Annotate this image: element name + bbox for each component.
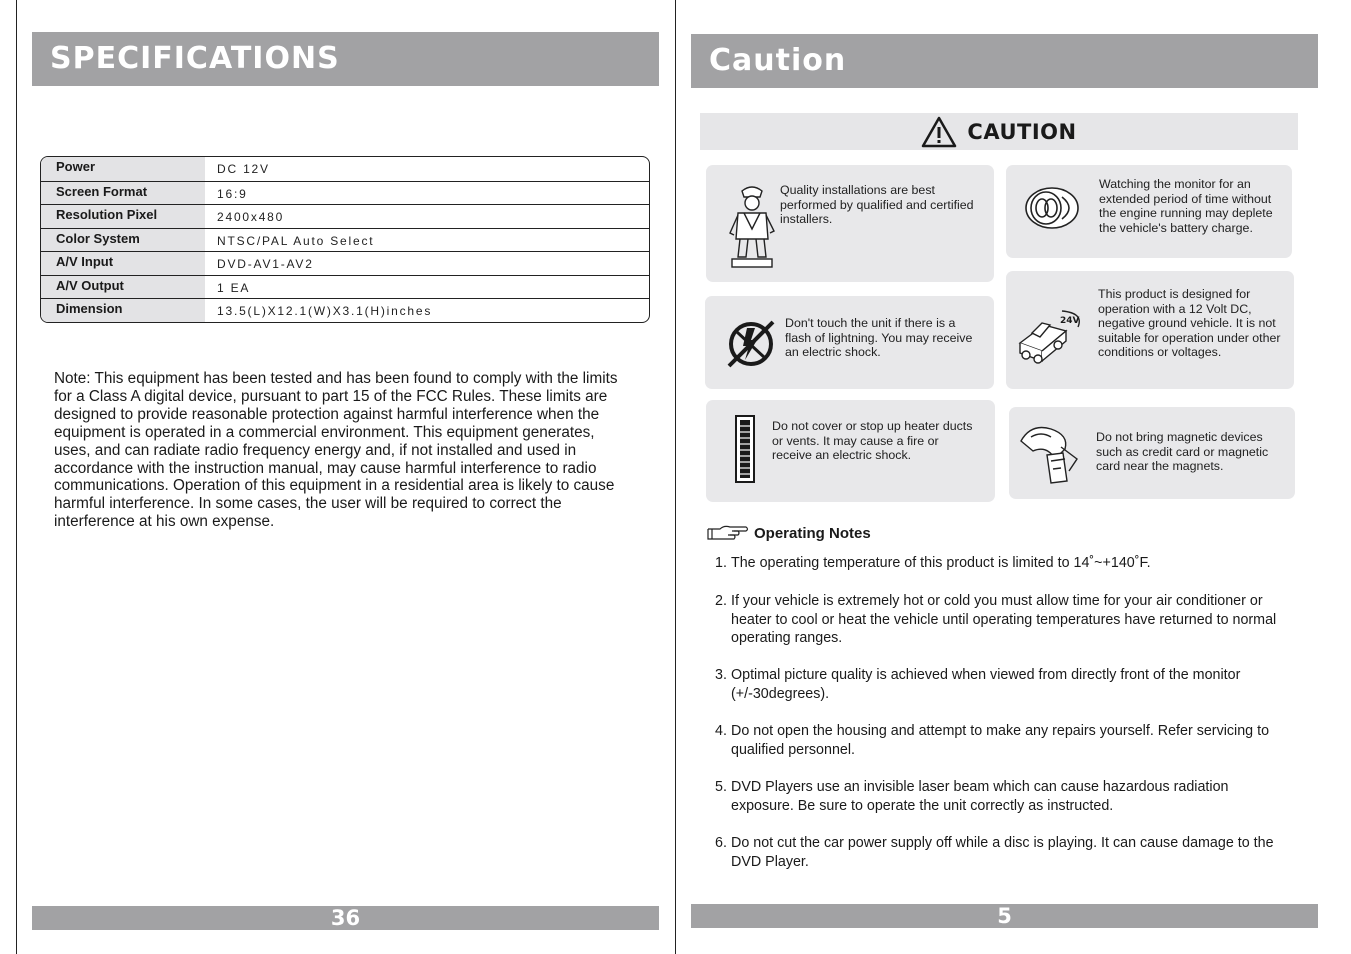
list-item xyxy=(715,554,1295,573)
card-text: Watching the monitor for an extended period of time without the engine running may deplete the vehicle's battery charge. xyxy=(1099,177,1273,235)
spec-value: 16:9 xyxy=(217,186,248,201)
note-text: Do not open the housing and attempt to make any repairs yourself. Refer servicing to qualified personnel. xyxy=(731,723,1270,758)
note-number: 4. xyxy=(715,723,727,739)
spec-row xyxy=(41,204,649,228)
spec-label: A/V Output xyxy=(41,276,205,299)
truck-24v-icon xyxy=(1014,303,1086,365)
spec-row xyxy=(41,228,649,252)
note-number: 2. xyxy=(715,593,727,609)
note-number: 5. xyxy=(715,779,727,795)
card-text: This product is designed for operation with a 12 Volt DC, negative ground vehicle. It is not suitable for operation under other conditions or voltages. xyxy=(1098,287,1281,360)
list-item xyxy=(715,778,1295,815)
spec-value: 13.5(L)X12.1(W)X3.1(H)inches xyxy=(217,304,433,318)
heater-vent-icon xyxy=(734,414,756,484)
spec-row xyxy=(41,251,649,275)
spec-table xyxy=(40,156,650,323)
card-text: Don't touch the unit if there is a flash of lightning. You may receive an electric shock. xyxy=(785,316,973,360)
list-item xyxy=(715,722,1295,759)
spec-value: 1 EA xyxy=(217,280,251,295)
card-text: Quality installations are best performed by qualified and certified installers. xyxy=(780,183,974,227)
no-lightning-icon xyxy=(725,318,777,370)
specifications-title: SPECIFICATIONS xyxy=(32,32,659,86)
spec-value: DVD-AV1-AV2 xyxy=(217,257,314,271)
spec-label: Resolution Pixel xyxy=(41,205,205,228)
spec-value: 2400x480 xyxy=(217,210,285,224)
card-text: Do not cover or stop up heater ducts or vents. It may cause a fire or receive an electric shock. xyxy=(772,419,973,463)
list-item xyxy=(715,834,1295,871)
list-item xyxy=(715,592,1295,648)
note-text: The operating temperature of this product is limited to 14˚~+140˚F. xyxy=(731,555,1151,571)
caution-card-lightning xyxy=(705,296,994,389)
truck-label: 24V xyxy=(1060,316,1080,326)
caution-title: Caution xyxy=(691,34,1318,88)
note-number: 3. xyxy=(715,667,727,683)
page-divider xyxy=(675,0,676,954)
warning-triangle-icon xyxy=(921,116,957,148)
fcc-note: Note: This equipment has been tested and has been found to comply with the limits for a Class A digital device, pursuant to part 15 of the FCC Rules. These limits are designed to provide reasonable protection against harmful interference when the equipment is operated in a commercial environment. This equipment generates, uses, and can radiate radio frequency energy and, if not installed and used in accordance with the instruction manual, may cause harmful interference to radio communications. Operation of this equipment in a residential area is likely to cause harmful interference. In some cases, the user will be required to correct the interference at his own expense. xyxy=(54,370,618,531)
caution-card-installer xyxy=(706,165,994,282)
note-text: DVD Players use an invisible laser beam which can cause hazardous radiation exposure. Be sure to operate the unit correctly as instructed. xyxy=(731,779,1229,814)
magnetic-card-icon xyxy=(1017,419,1083,485)
spec-label: Color System xyxy=(41,229,205,252)
list-item xyxy=(715,666,1295,703)
caution-card-magnetic xyxy=(1009,407,1295,499)
pointing-hand-icon xyxy=(706,523,750,543)
spec-row xyxy=(41,298,649,322)
spec-row xyxy=(41,275,649,299)
spec-value: NTSC/PAL Auto Select xyxy=(217,233,375,248)
spec-row xyxy=(41,157,649,181)
installer-icon xyxy=(724,183,780,269)
battery-warning-icon xyxy=(1022,185,1082,231)
note-text: Do not cut the car power supply off while a disc is playing. It can cause damage to the DVD Player. xyxy=(731,835,1274,870)
spec-row xyxy=(41,181,649,205)
spec-label: Power xyxy=(41,157,205,181)
spec-value: DC 12V xyxy=(217,162,270,176)
page-number-right: 5 xyxy=(691,904,1318,928)
spec-label: A/V Input xyxy=(41,252,205,275)
note-text: Optimal picture quality is achieved when viewed from directly front of the monitor (+/-30degrees). xyxy=(731,667,1241,702)
caution-heading: CAUTION xyxy=(967,119,1077,144)
note-number: 6. xyxy=(715,835,727,851)
spec-label: Screen Format xyxy=(41,182,205,205)
operating-notes-heading xyxy=(706,523,871,543)
caution-card-voltage xyxy=(1006,271,1294,389)
caution-card-heater xyxy=(706,400,995,502)
caution-heading-bar xyxy=(700,113,1298,150)
note-number: 1. xyxy=(715,555,727,571)
page-number-left: 36 xyxy=(32,906,659,930)
operating-notes-title: Operating Notes xyxy=(754,524,871,542)
spec-label: Dimension xyxy=(41,299,205,322)
left-page-border xyxy=(16,0,17,954)
caution-card-battery xyxy=(1006,165,1292,258)
card-text: Do not bring magnetic devices such as credit card or magnetic card near the magnets. xyxy=(1096,430,1269,474)
note-text: If your vehicle is extremely hot or cold you must allow time for your air conditioner or heater to cool or heat the vehicle until operating temperatures have returned to normal operating ranges. xyxy=(731,593,1277,647)
